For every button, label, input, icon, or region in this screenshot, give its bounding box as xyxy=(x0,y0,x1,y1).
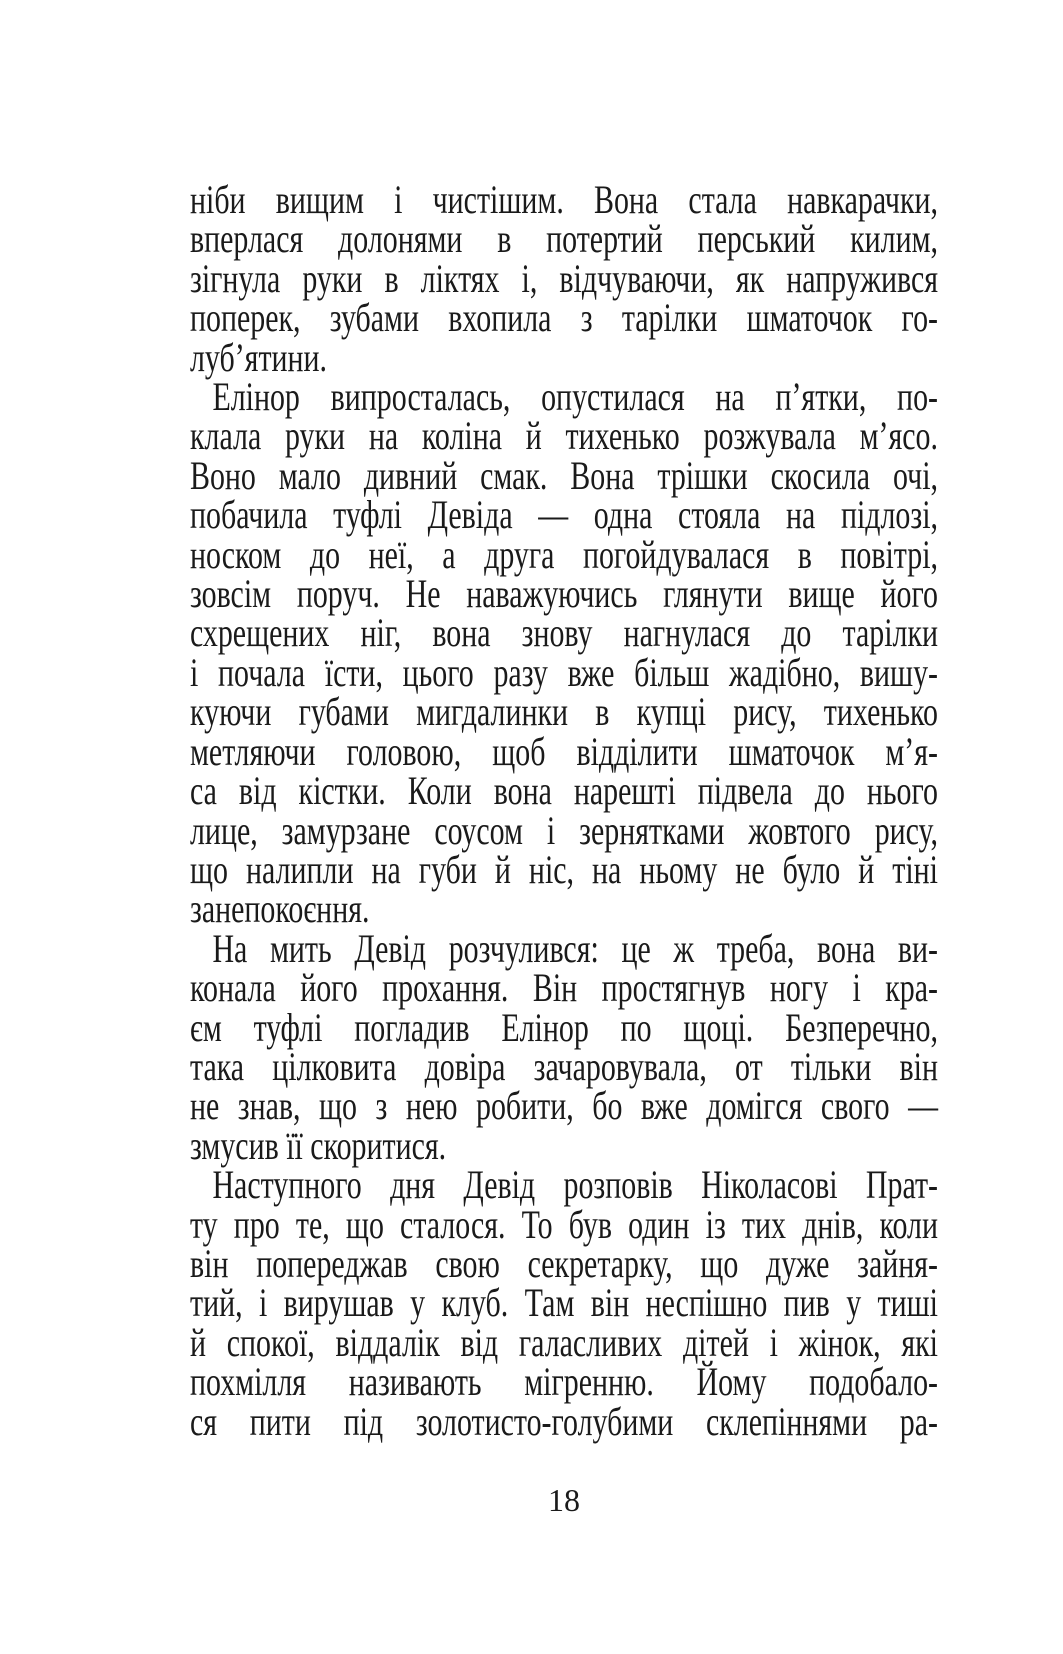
text-line: він попереджав свою секретарку, що дуже зайня- xyxy=(190,1240,938,1286)
text-line: носком до неї, а друга погойдувалася в повітрі, xyxy=(190,531,938,577)
text-line: На мить Девід розчулився: це ж треба, вона ви- xyxy=(212,925,938,971)
text-line: похмілля називають мігренню. Йому подобало- xyxy=(190,1359,938,1405)
text-line: занепокоєння. xyxy=(190,886,370,932)
text-line: конала його прохання. Він простягнув ногу і кра- xyxy=(190,965,938,1011)
text-line: схрещених ніг, вона знову нагнулася до тарілки xyxy=(190,610,938,656)
text-line: єм туфлі погладив Елінор по щоці. Безперечно, xyxy=(190,1004,938,1050)
text-line: ніби вищим і чистішим. Вона стала навкарачки, xyxy=(190,177,938,222)
text-line: що налипли на губи й ніс, на ньому не було й тіні xyxy=(190,846,938,892)
text-line: зігнула руки в ліктях і, відчуваючи, як напружився xyxy=(190,255,938,301)
text-line: луб’ятини. xyxy=(190,334,328,380)
text-line: тий, і вирушав у клуб. Там він неспішно пив у тиші xyxy=(190,1280,938,1326)
text-line: і почала їсти, цього разу вже більш жадібно, вишу- xyxy=(190,649,938,695)
text-line: Елінор випросталась, опустилася на п’ятки, по- xyxy=(212,374,938,420)
text-line: змусив її скоритися. xyxy=(190,1122,447,1168)
page-text-block xyxy=(190,177,938,1444)
text-line: зовсім поруч. Не наважуючись глянути вище його xyxy=(190,571,938,617)
text-line: са від кістки. Коли вона нарешті підвела до нього xyxy=(190,768,938,814)
text-line: Наступного дня Девід розповів Ніколасові Прат- xyxy=(212,1162,938,1208)
page-number: 18 xyxy=(548,1482,580,1518)
paragraph xyxy=(190,925,938,1168)
text-line: ту про те, що сталося. То був один із тих днів, коли xyxy=(190,1201,938,1247)
text-line: метляючи головою, щоб відділити шматочок м’я- xyxy=(190,728,938,774)
text-line: куючи губами мигдалинки в купці рису, тихенько xyxy=(190,689,938,735)
text-line: вперлася долонями в потертий перський килим, xyxy=(190,216,938,262)
text-line: Воно мало дивний смак. Вона трішки скосила очі, xyxy=(190,452,938,498)
paragraph xyxy=(190,374,938,932)
text-line: й спокої, віддалік від галасливих дітей і жінок, які xyxy=(190,1319,938,1365)
text-line: поперек, зубами вхопила з тарілки шматочок го- xyxy=(190,295,938,341)
paragraph xyxy=(190,177,938,380)
paragraph xyxy=(190,1162,938,1444)
text-line: така цілковита довіра зачаровувала, от тільки він xyxy=(190,1043,938,1089)
text-line: не знав, що з нею робити, бо вже домігся свого — xyxy=(190,1083,938,1129)
text-line: клала руки на коліна й тихенько розжувала м’ясо. xyxy=(190,413,938,459)
text-line: лице, замурзане соусом і зернятками жовтого рису, xyxy=(190,807,938,853)
text-line: ся пити під золотисто-голубими склепіннями ра- xyxy=(190,1398,938,1444)
text-line: побачила туфлі Девіда — одна стояла на підлозі, xyxy=(190,492,938,538)
